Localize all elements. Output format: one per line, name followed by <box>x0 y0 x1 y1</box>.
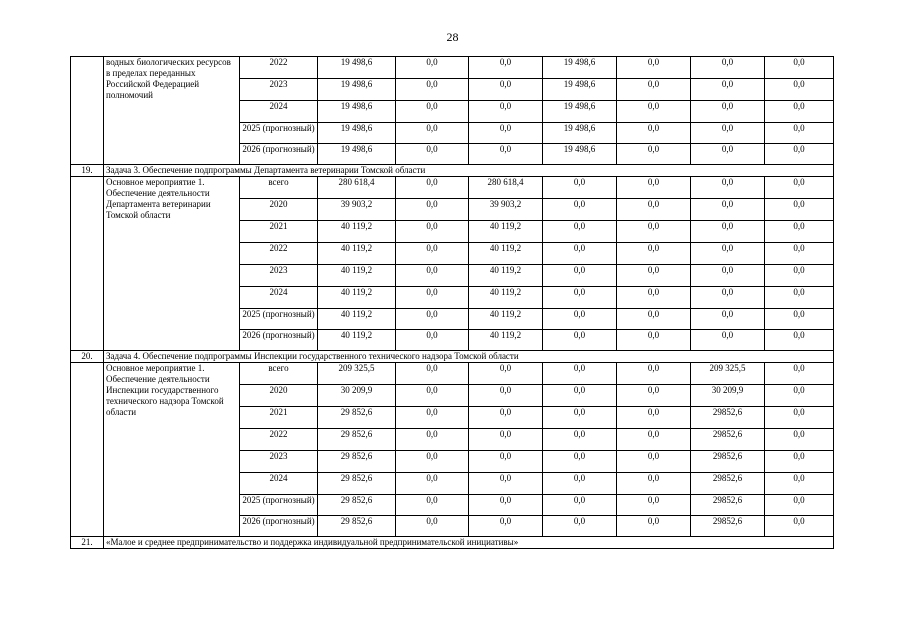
value-cell: 0,0 <box>469 516 543 537</box>
value-cell: 0,0 <box>617 516 691 537</box>
value-cell: 0,0 <box>543 385 617 407</box>
year-cell: 2022 <box>240 57 318 79</box>
value-cell: 0,0 <box>469 495 543 516</box>
value-cell: 0,0 <box>617 221 691 243</box>
value-cell: 0,0 <box>396 144 469 165</box>
value-cell: 0,0 <box>617 177 691 199</box>
budget-table <box>70 56 834 549</box>
value-cell: 19 498,6 <box>543 79 617 101</box>
value-cell: 0,0 <box>617 451 691 473</box>
value-cell: 0,0 <box>617 199 691 221</box>
value-cell: 29 852,6 <box>318 429 396 451</box>
value-cell: 0,0 <box>396 451 469 473</box>
value-cell: 29 852,6 <box>318 451 396 473</box>
year-cell: 2023 <box>240 79 318 101</box>
value-cell: 29 852,6 <box>318 473 396 495</box>
value-cell: 40 119,2 <box>469 243 543 265</box>
value-cell: 0,0 <box>617 144 691 165</box>
value-cell: 280 618,4 <box>469 177 543 199</box>
value-cell: 19 498,6 <box>543 144 617 165</box>
value-cell: 19 498,6 <box>543 123 617 144</box>
value-cell: 0,0 <box>691 57 765 79</box>
value-cell: 29 852,6 <box>318 407 396 429</box>
value-cell: 0,0 <box>469 123 543 144</box>
value-cell: 0,0 <box>396 221 469 243</box>
row-number-cell <box>71 177 104 351</box>
value-cell: 0,0 <box>691 309 765 330</box>
value-cell: 0,0 <box>396 287 469 309</box>
table-row <box>71 57 834 79</box>
year-cell: 2026 (прогнозный) <box>240 330 318 351</box>
value-cell: 0,0 <box>691 101 765 123</box>
value-cell: 0,0 <box>765 177 834 199</box>
value-cell: 0,0 <box>691 330 765 351</box>
value-cell: 0,0 <box>617 79 691 101</box>
value-cell: 0,0 <box>396 199 469 221</box>
year-cell: 2025 (прогнозный) <box>240 123 318 144</box>
value-cell: 0,0 <box>617 287 691 309</box>
year-cell: 2024 <box>240 101 318 123</box>
value-cell: 19 498,6 <box>318 57 396 79</box>
year-cell: 2024 <box>240 473 318 495</box>
value-cell: 0,0 <box>543 407 617 429</box>
value-cell: 0,0 <box>691 199 765 221</box>
value-cell: 0,0 <box>765 309 834 330</box>
value-cell: 0,0 <box>765 144 834 165</box>
year-cell: 2021 <box>240 221 318 243</box>
value-cell: 0,0 <box>396 516 469 537</box>
task-title: Задача 4. Обеспечение подпрограммы Инспекции государственного технического надзора Томской области <box>104 351 834 363</box>
year-cell: 2022 <box>240 429 318 451</box>
value-cell: 0,0 <box>543 177 617 199</box>
value-cell: 0,0 <box>543 265 617 287</box>
value-cell: 0,0 <box>691 123 765 144</box>
value-cell: 0,0 <box>469 429 543 451</box>
value-cell: 0,0 <box>617 385 691 407</box>
year-cell: 2020 <box>240 385 318 407</box>
value-cell: 0,0 <box>691 287 765 309</box>
table-row <box>71 177 834 199</box>
value-cell: 40 119,2 <box>318 265 396 287</box>
year-cell: 2025 (прогнозный) <box>240 495 318 516</box>
value-cell: 0,0 <box>765 451 834 473</box>
value-cell: 19 498,6 <box>543 101 617 123</box>
row-number: 19. <box>71 165 104 177</box>
year-cell: 2023 <box>240 451 318 473</box>
table-row <box>71 363 834 385</box>
value-cell: 0,0 <box>396 407 469 429</box>
value-cell: 0,0 <box>765 57 834 79</box>
year-cell: 2020 <box>240 199 318 221</box>
value-cell: 0,0 <box>617 57 691 79</box>
value-cell: 40 119,2 <box>318 221 396 243</box>
value-cell: 0,0 <box>396 495 469 516</box>
value-cell: 0,0 <box>396 309 469 330</box>
value-cell: 0,0 <box>396 363 469 385</box>
value-cell: 0,0 <box>469 144 543 165</box>
value-cell: 0,0 <box>617 407 691 429</box>
value-cell: 0,0 <box>617 429 691 451</box>
value-cell: 0,0 <box>469 473 543 495</box>
value-cell: 0,0 <box>691 144 765 165</box>
value-cell: 0,0 <box>765 473 834 495</box>
value-cell: 209 325,5 <box>691 363 765 385</box>
value-cell: 29852,6 <box>691 473 765 495</box>
value-cell: 0,0 <box>469 407 543 429</box>
year-cell: 2022 <box>240 243 318 265</box>
value-cell: 19 498,6 <box>318 79 396 101</box>
value-cell: 0,0 <box>396 79 469 101</box>
value-cell: 29852,6 <box>691 407 765 429</box>
value-cell: 0,0 <box>765 221 834 243</box>
value-cell: 0,0 <box>543 199 617 221</box>
value-cell: 0,0 <box>691 79 765 101</box>
value-cell: 19 498,6 <box>318 101 396 123</box>
value-cell: 40 119,2 <box>469 221 543 243</box>
value-cell: 0,0 <box>396 243 469 265</box>
value-cell: 0,0 <box>617 309 691 330</box>
value-cell: 0,0 <box>617 123 691 144</box>
value-cell: 0,0 <box>765 287 834 309</box>
value-cell: 0,0 <box>396 473 469 495</box>
activity-name: Основное мероприятие 1. Обеспечение деятельности Департамента ветеринарии Томской области <box>104 177 240 351</box>
value-cell: 19 498,6 <box>318 123 396 144</box>
value-cell: 0,0 <box>765 363 834 385</box>
value-cell: 0,0 <box>765 429 834 451</box>
value-cell: 0,0 <box>543 221 617 243</box>
value-cell: 0,0 <box>617 243 691 265</box>
value-cell: 40 119,2 <box>318 243 396 265</box>
value-cell: 0,0 <box>765 123 834 144</box>
value-cell: 40 119,2 <box>469 309 543 330</box>
value-cell: 0,0 <box>396 123 469 144</box>
value-cell: 0,0 <box>617 101 691 123</box>
value-cell: 40 119,2 <box>469 265 543 287</box>
value-cell: 0,0 <box>765 199 834 221</box>
value-cell: 30 209,9 <box>691 385 765 407</box>
value-cell: 0,0 <box>469 101 543 123</box>
value-cell: 0,0 <box>396 57 469 79</box>
value-cell: 0,0 <box>469 385 543 407</box>
value-cell: 0,0 <box>543 451 617 473</box>
value-cell: 0,0 <box>469 79 543 101</box>
activity-name: Основное мероприятие 1. Обеспечение деятельности Инспекции государственного технического надзора Томской области <box>104 363 240 537</box>
value-cell: 29852,6 <box>691 516 765 537</box>
value-cell: 0,0 <box>691 221 765 243</box>
value-cell: 40 119,2 <box>469 287 543 309</box>
value-cell: 0,0 <box>617 495 691 516</box>
value-cell: 0,0 <box>543 495 617 516</box>
task-title: Задача 3. Обеспечение подпрограммы Департамента ветеринарии Томской области <box>104 165 834 177</box>
value-cell: 0,0 <box>543 363 617 385</box>
task-row <box>71 165 834 177</box>
row-number: 21. <box>71 537 104 549</box>
year-cell: 2026 (прогнозный) <box>240 516 318 537</box>
value-cell: 29 852,6 <box>318 495 396 516</box>
value-cell: 0,0 <box>543 287 617 309</box>
value-cell: 40 119,2 <box>318 330 396 351</box>
year-cell: всего <box>240 177 318 199</box>
row-number-cell <box>71 363 104 537</box>
value-cell: 280 618,4 <box>318 177 396 199</box>
value-cell: 0,0 <box>543 429 617 451</box>
value-cell: 0,0 <box>691 265 765 287</box>
value-cell: 0,0 <box>543 516 617 537</box>
value-cell: 0,0 <box>765 330 834 351</box>
year-cell: 2025 (прогнозный) <box>240 309 318 330</box>
value-cell: 0,0 <box>691 243 765 265</box>
value-cell: 0,0 <box>543 330 617 351</box>
value-cell: 0,0 <box>765 407 834 429</box>
value-cell: 0,0 <box>617 473 691 495</box>
value-cell: 29 852,6 <box>318 516 396 537</box>
value-cell: 0,0 <box>396 265 469 287</box>
value-cell: 40 119,2 <box>318 287 396 309</box>
value-cell: 0,0 <box>765 516 834 537</box>
value-cell: 0,0 <box>469 57 543 79</box>
value-cell: 0,0 <box>765 79 834 101</box>
value-cell: 30 209,9 <box>318 385 396 407</box>
value-cell: 0,0 <box>617 330 691 351</box>
value-cell: 0,0 <box>765 385 834 407</box>
value-cell: 19 498,6 <box>543 57 617 79</box>
value-cell: 0,0 <box>396 429 469 451</box>
value-cell: 0,0 <box>543 309 617 330</box>
task-row <box>71 537 834 549</box>
row-number: 20. <box>71 351 104 363</box>
year-cell: всего <box>240 363 318 385</box>
value-cell: 209 325,5 <box>318 363 396 385</box>
value-cell: 40 119,2 <box>318 309 396 330</box>
value-cell: 29852,6 <box>691 495 765 516</box>
value-cell: 39 903,2 <box>469 199 543 221</box>
value-cell: 0,0 <box>469 451 543 473</box>
value-cell: 0,0 <box>617 363 691 385</box>
value-cell: 0,0 <box>396 177 469 199</box>
year-cell: 2026 (прогнозный) <box>240 144 318 165</box>
page-number: 28 <box>446 30 459 44</box>
value-cell: 0,0 <box>543 473 617 495</box>
year-cell: 2024 <box>240 287 318 309</box>
value-cell: 0,0 <box>765 101 834 123</box>
value-cell: 0,0 <box>691 177 765 199</box>
value-cell: 0,0 <box>765 265 834 287</box>
year-cell: 2023 <box>240 265 318 287</box>
value-cell: 0,0 <box>469 363 543 385</box>
value-cell: 0,0 <box>765 243 834 265</box>
value-cell: 19 498,6 <box>318 144 396 165</box>
row-number-cell <box>71 57 104 165</box>
value-cell: 0,0 <box>396 101 469 123</box>
value-cell: 29852,6 <box>691 429 765 451</box>
value-cell: 39 903,2 <box>318 199 396 221</box>
task-row <box>71 351 834 363</box>
value-cell: 0,0 <box>543 243 617 265</box>
activity-name: водных биологических ресурсов в пределах переданных Российской Федерацией полномочий <box>104 57 240 165</box>
value-cell: 29852,6 <box>691 451 765 473</box>
value-cell: 40 119,2 <box>469 330 543 351</box>
value-cell: 0,0 <box>396 330 469 351</box>
value-cell: 0,0 <box>396 385 469 407</box>
value-cell: 0,0 <box>617 265 691 287</box>
task-title: «Малое и среднее предпринимательство и поддержка индивидуальной предпринимательской инициативы» <box>104 537 834 549</box>
year-cell: 2021 <box>240 407 318 429</box>
value-cell: 0,0 <box>765 495 834 516</box>
